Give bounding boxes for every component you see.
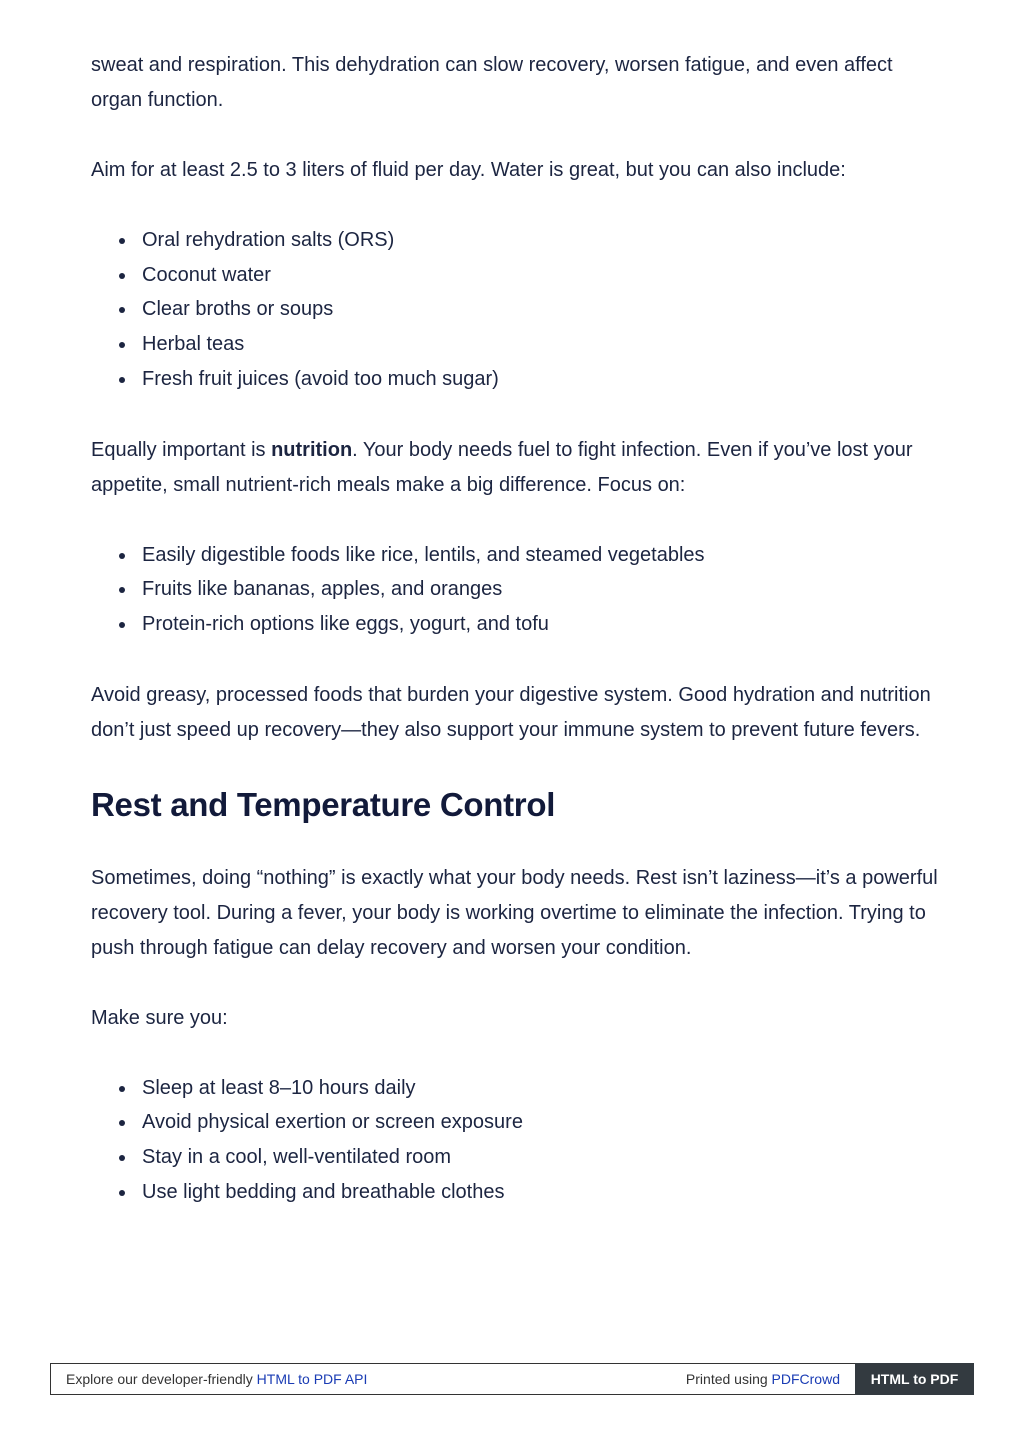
html-to-pdf-badge[interactable]: HTML to PDF	[855, 1363, 974, 1395]
list-item: Sleep at least 8–10 hours daily	[142, 1071, 941, 1106]
pdfcrowd-link[interactable]: PDFCrowd	[771, 1371, 840, 1387]
nutrition-intro: Equally important is	[91, 438, 272, 461]
article-body	[91, 48, 941, 1245]
foods-list	[91, 538, 941, 642]
list-item: Easily digestible foods like rice, lentils, and steamed vegetables	[142, 538, 941, 573]
list-item: Clear broths or soups	[142, 292, 941, 327]
list-item: Oral rehydration salts (ORS)	[142, 223, 941, 258]
paragraph-fluid-intake: Aim for at least 2.5 to 3 liters of fluid per day. Water is great, but you can also include:	[91, 159, 846, 181]
fluids-list	[91, 223, 941, 397]
list-item: Coconut water	[142, 258, 941, 293]
nutrition-bold: nutrition	[271, 438, 353, 461]
list-item: Herbal teas	[142, 327, 941, 362]
list-item: Stay in a cool, well-ventilated room	[142, 1140, 941, 1175]
footer-printed-text: Printed using	[685, 1371, 772, 1387]
html-to-pdf-api-link[interactable]: HTML to PDF API	[256, 1371, 368, 1387]
list-item: Avoid physical exertion or screen exposure	[142, 1105, 941, 1140]
pdf-footer-banner	[50, 1363, 974, 1395]
nutrition-rest: . Your body needs fuel to fight infection. Even if you’ve lost your appetite, small nutrient-rich meals make a big difference. Focus on:	[91, 438, 913, 496]
footer-explore	[66, 1371, 367, 1387]
paragraph-nutrition	[91, 433, 941, 503]
section-heading: Rest and Temperature Control	[91, 785, 556, 823]
paragraph-rest: Sometimes, doing “nothing” is exactly what your body needs. Rest isn’t laziness—it’s a powerful recovery tool. During a fever, your body is working overtime to eliminate the infection. Trying to push through fatigue can delay recovery and worsen your condition.	[91, 866, 938, 959]
paragraph-dehydration: sweat and respiration. This dehydration can slow recovery, worsen fatigue, and even affect organ function.	[91, 54, 893, 111]
footer-printed	[686, 1371, 840, 1387]
list-item: Fresh fruit juices (avoid too much sugar)	[142, 362, 941, 397]
list-item: Use light bedding and breathable clothes	[142, 1175, 941, 1210]
paragraph-make-sure: Make sure you:	[91, 1006, 228, 1029]
paragraph-avoid-greasy: Avoid greasy, processed foods that burden your digestive system. Good hydration and nutrition don’t just speed up recovery—they also support your immune system to prevent future fevers.	[91, 683, 931, 741]
footer-explore-text: Explore our developer-friendly	[66, 1371, 257, 1387]
list-item: Protein-rich options like eggs, yogurt, and tofu	[142, 607, 941, 642]
list-item: Fruits like bananas, apples, and oranges	[142, 572, 941, 607]
rest-list	[91, 1071, 941, 1210]
